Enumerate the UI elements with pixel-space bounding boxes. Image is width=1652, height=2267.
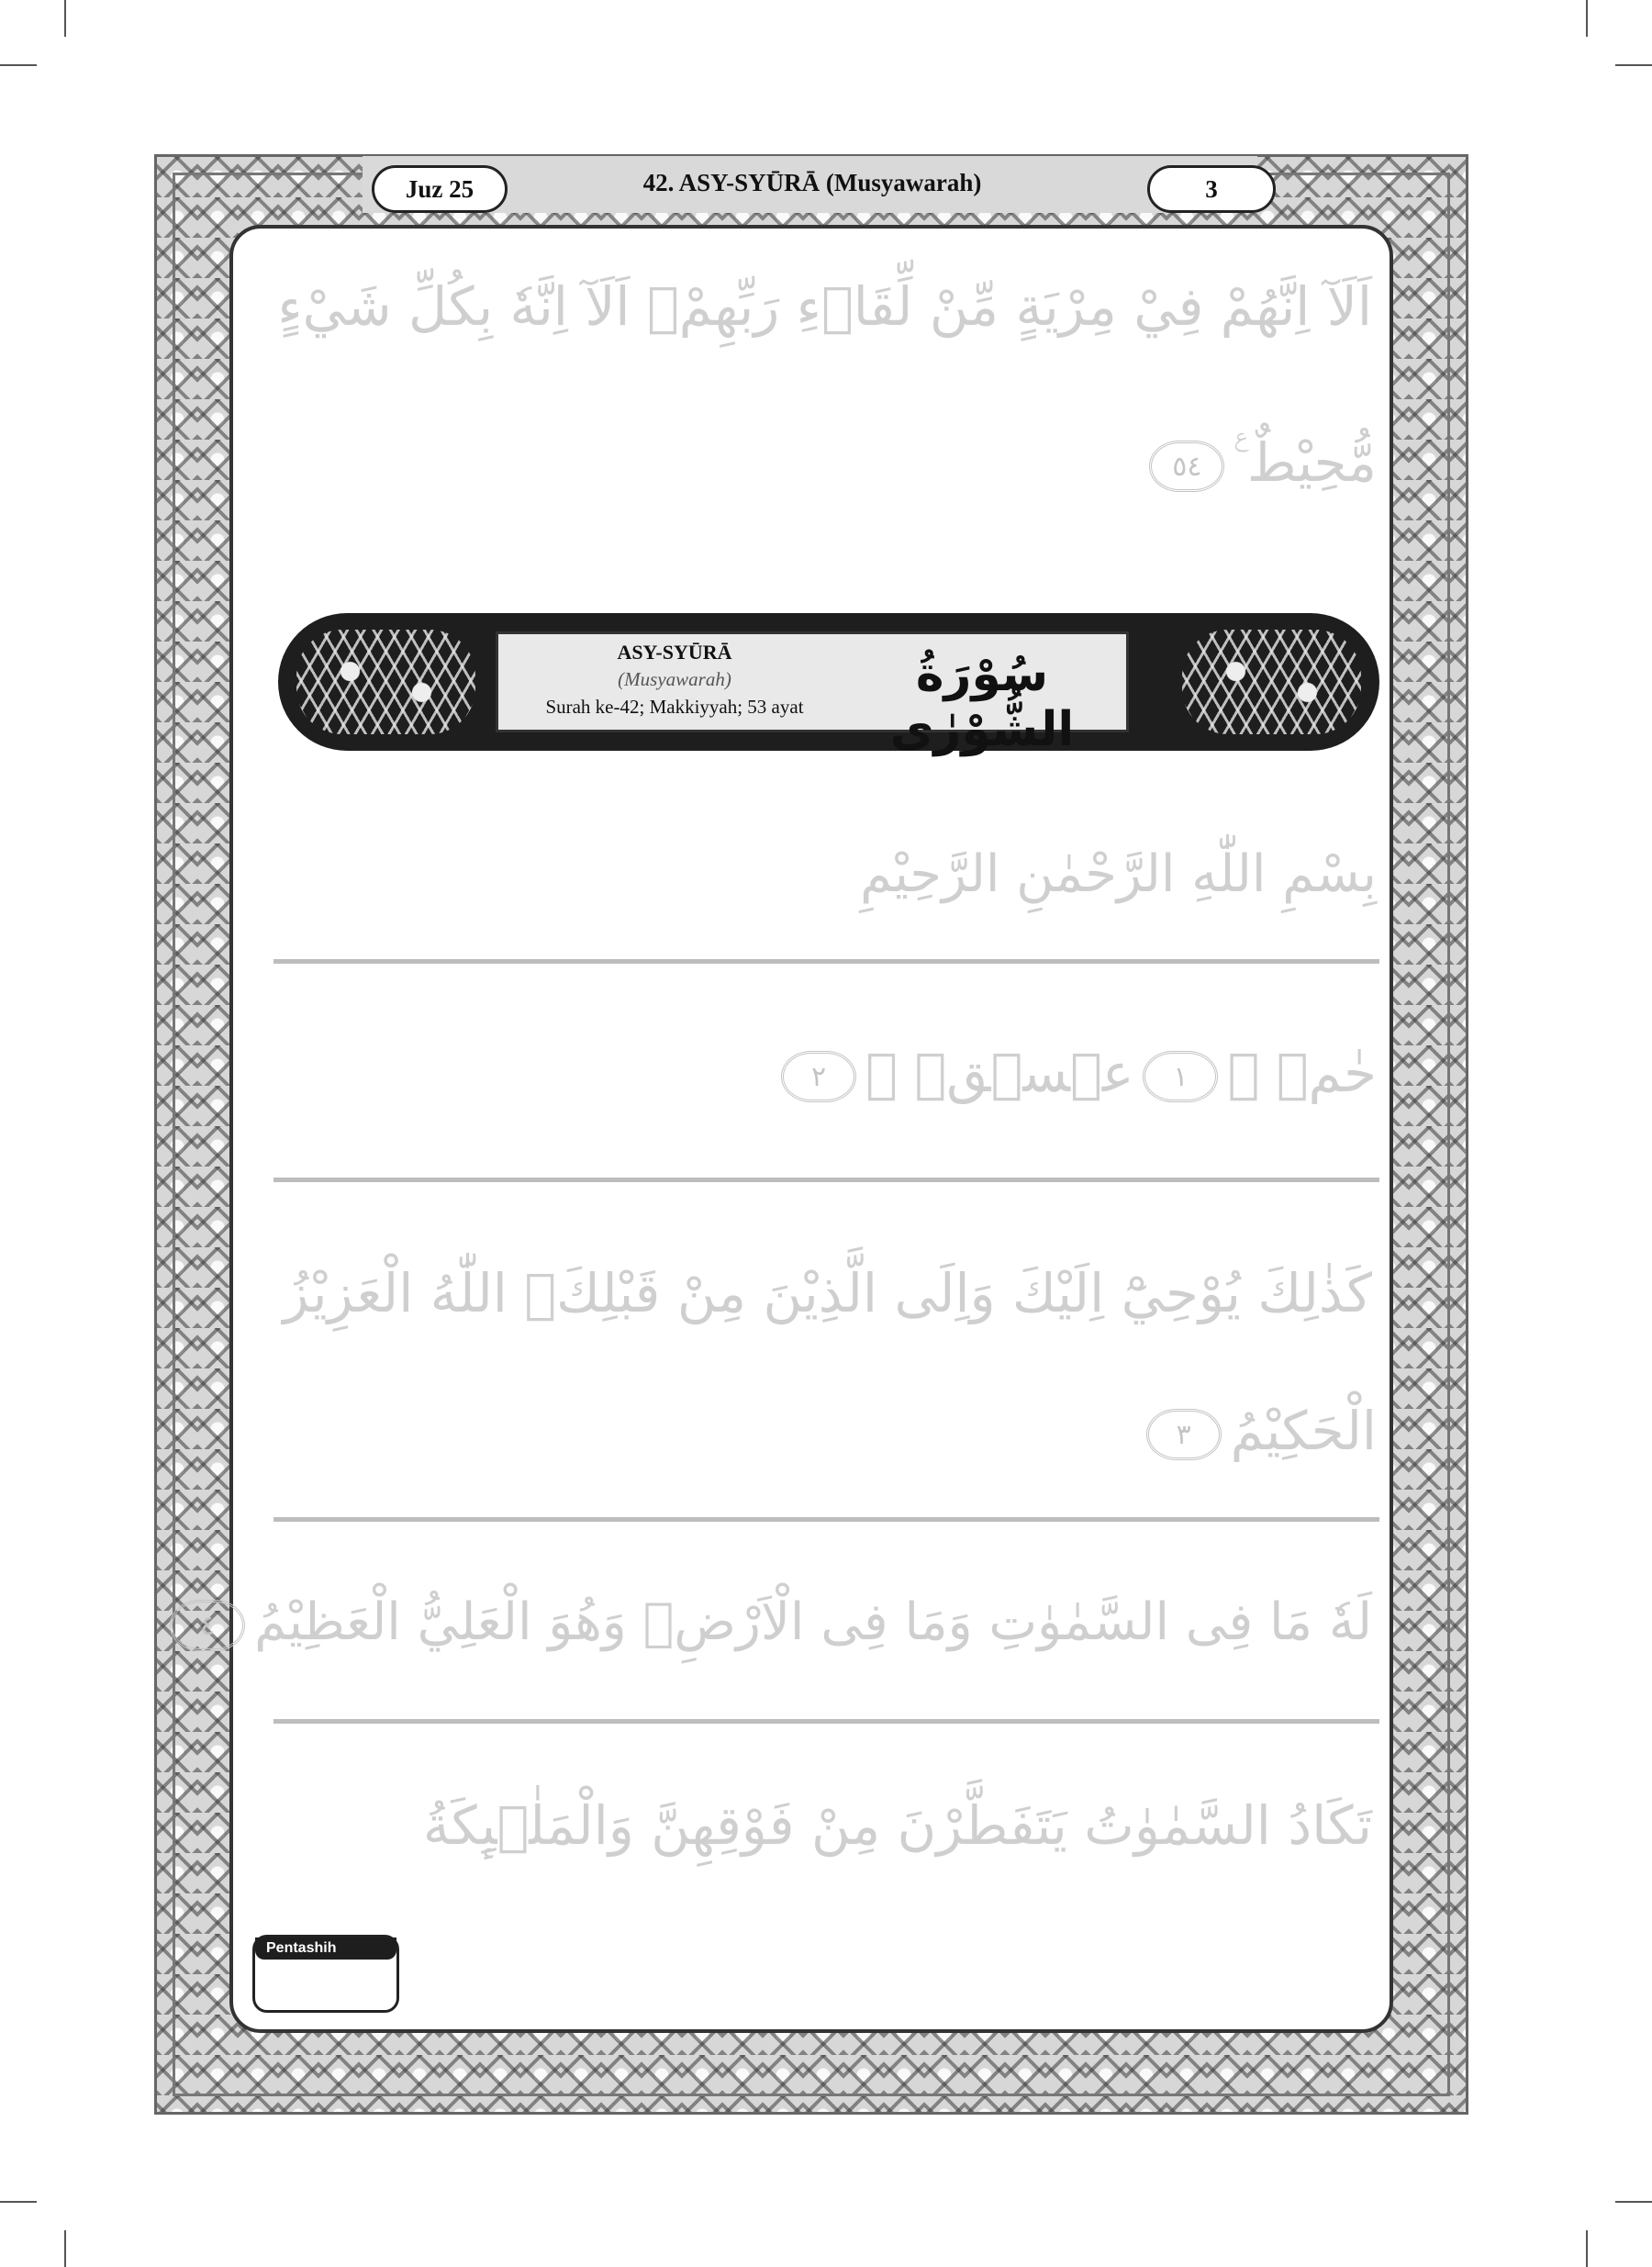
page-title: 42. ASY-SYŪRĀ (Musyawarah) (642, 169, 982, 196)
crop-mark (1615, 64, 1652, 66)
ornament-left (296, 630, 475, 734)
divider (273, 1719, 1379, 1724)
ayah-marker-1: ١ (1143, 1051, 1218, 1102)
crop-mark (0, 64, 37, 66)
verse-5-line-1: تَكَادُ السَّمٰوٰتُ يَتَفَطَّرْنَ مِنْ فَوْقِهِنَّ وَالْمَلٰۤىِٕكَةُ (422, 1794, 1372, 1857)
ayah-marker-2: ٢ (781, 1051, 856, 1102)
basmala: بِسْمِ اللّٰهِ الرَّحْمٰنِ الرَّحِيْمِ (860, 844, 1377, 904)
verse-4 (200, 1592, 1372, 1652)
ayah-marker-54: ٥٤ (1149, 441, 1224, 492)
divider (273, 1178, 1379, 1182)
ayah-marker-4: ٤ (170, 1600, 245, 1651)
surah-arabic-title: سُوْرَةُ الشُّوْرٰى (889, 647, 1075, 757)
verse-2-text: عۤسۤقۤ ۗ (865, 1042, 1134, 1104)
divider (273, 1517, 1379, 1522)
verse-1-2 (811, 1042, 1377, 1104)
verse-3-line-1: كَذٰلِكَ يُوْحِيْٓ اِلَيْكَ وَاِلَى الَّذِيْنَ مِنْ قَبْلِكَۙ اللّٰهُ الْعَزِيْزُ (283, 1262, 1372, 1324)
crop-mark (1586, 0, 1588, 37)
verse-3-line-2 (918, 1400, 1377, 1462)
crop-mark (64, 0, 66, 37)
crop-mark (1586, 2230, 1588, 2267)
surah-meaning: (Musyawarah) (618, 668, 731, 690)
page-number: 3 (1147, 165, 1276, 213)
pentashih-box (252, 1935, 399, 2013)
pentashih-label: Pentashih (255, 1938, 396, 1960)
verse-3-text: الْحَكِيْمُ (1230, 1400, 1377, 1462)
crop-mark (0, 2201, 37, 2203)
ayah-marker-3: ٣ (1146, 1409, 1222, 1460)
verse-54-line-2 (826, 431, 1377, 495)
verse-4-text: لَهٗ مَا فِى السَّمٰوٰتِ وَمَا فِى الْاَرْضِۗ وَهُوَ الْعَلِيُّ الْعَظِيْمُ (254, 1592, 1372, 1652)
verse-54-text: مُّحِيْطٌ ࣖ (1233, 431, 1377, 494)
ornament-right (1182, 630, 1361, 734)
juz-label: Juz 25 (372, 165, 508, 213)
crop-mark (1615, 2201, 1652, 2203)
surah-info: Surah ke-42; Makkiyyah; 53 ayat (545, 696, 804, 718)
surah-name: ASY-SYŪRĀ (617, 641, 732, 664)
verse-54-line-1: اَلَآ اِنَّهُمْ فِيْ مِرْيَةٍ مِّنْ لِّقَاۤءِ رَبِّهِمْۗ اَلَآ اِنَّهٗ بِكُلِّ شَيْءٍ (277, 275, 1372, 338)
content-panel (229, 225, 1393, 2033)
verse-1-text: حٰمۤ ۚ (1227, 1042, 1377, 1104)
crop-mark (64, 2230, 66, 2267)
divider (273, 959, 1379, 964)
